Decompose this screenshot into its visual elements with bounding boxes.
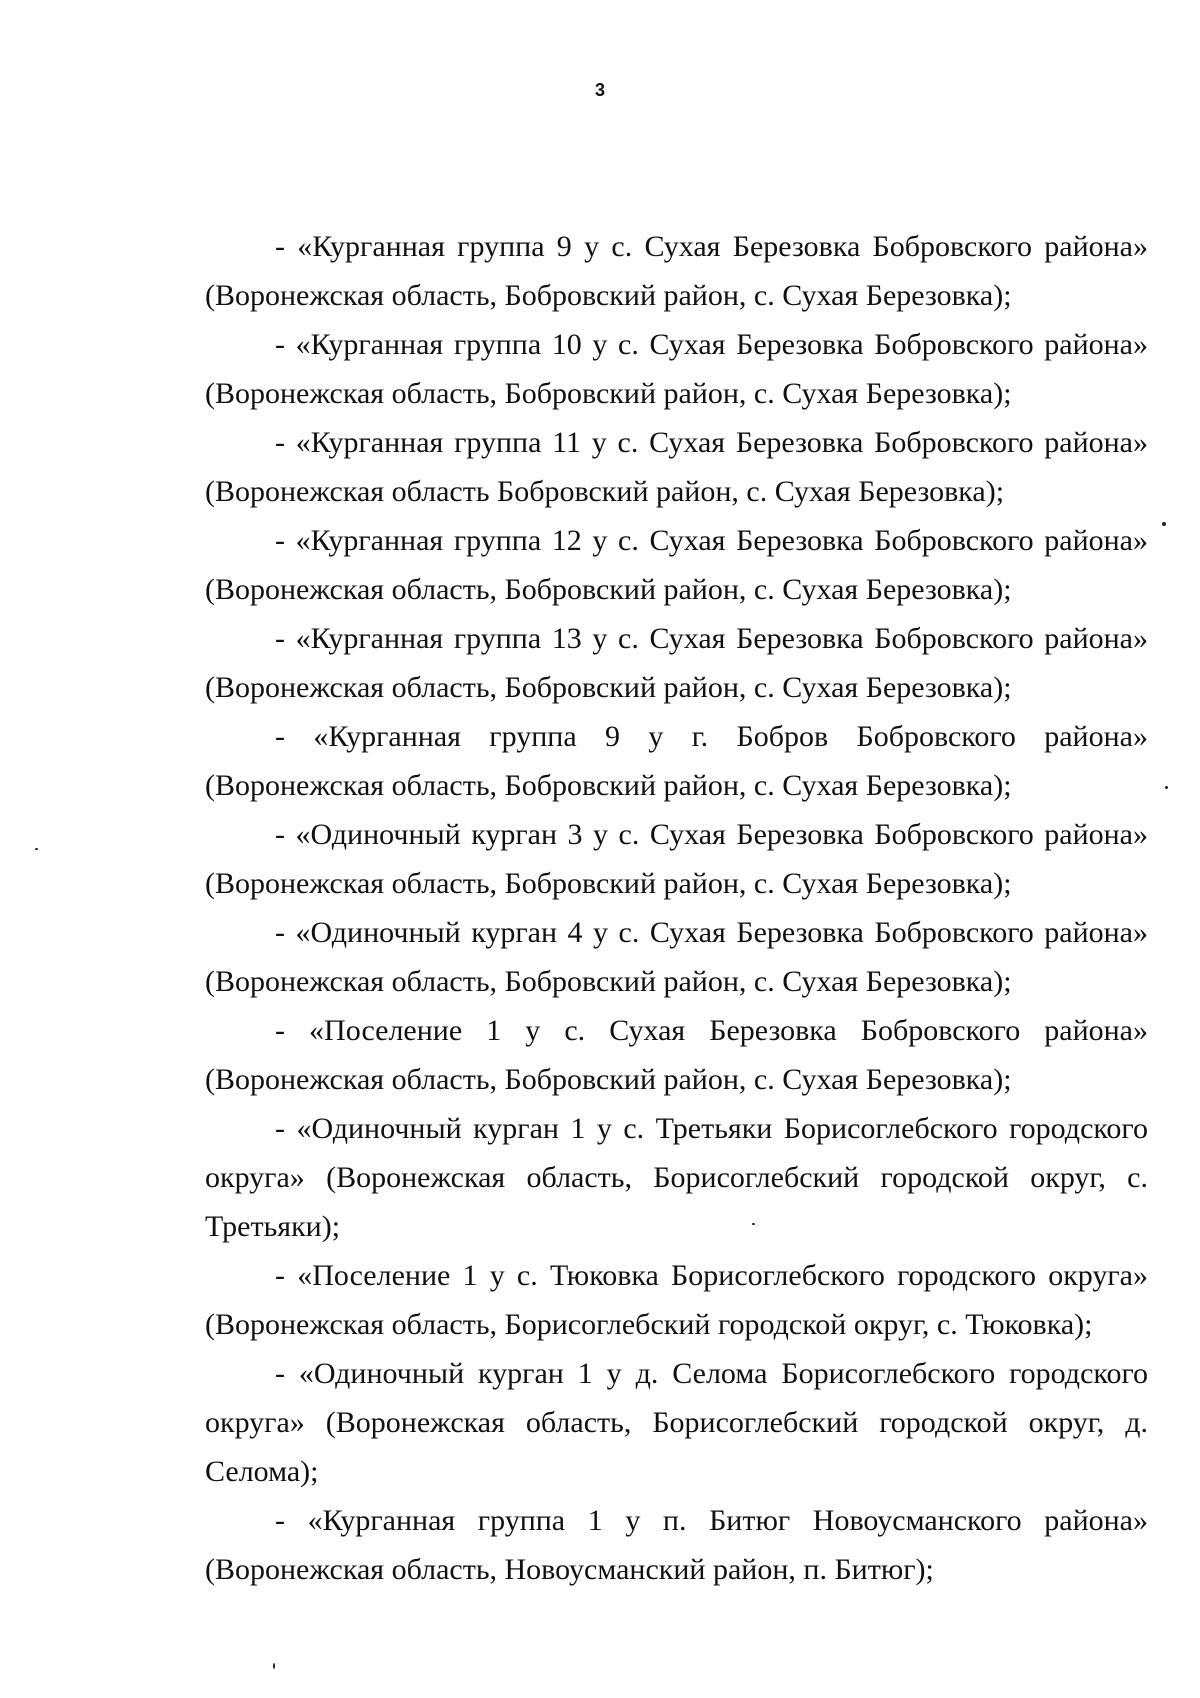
scan-speck — [1165, 786, 1168, 789]
document-body — [205, 222, 1148, 1594]
list-item: - «Одиночный курган 4 у с. Сухая Березовка Бобровского района» (Воронежская область, Бобровский район, с. Сухая Березовка); — [205, 916, 1148, 998]
scan-speck — [752, 1223, 755, 1225]
list-item: - «Курганная группа 12 у с. Сухая Березовка Бобровского района» (Воронежская область, Бобровский район, с. Сухая Березовка); — [205, 524, 1148, 606]
list-item: - «Поселение 1 у с. Тюковка Борисоглебского городского округа» (Воронежская область, Борисоглебский городской округ, с. Тюковка); — [205, 1259, 1148, 1341]
list-item: - «Курганная группа 11 у с. Сухая Березовка Бобровского района» (Воронежская область Бобровский район, с. Сухая Березовка); — [205, 426, 1148, 508]
list-item: - «Курганная группа 10 у с. Сухая Березовка Бобровского района» (Воронежская область, Бобровский район, с. Сухая Березовка); — [205, 328, 1148, 410]
scan-speck — [273, 1663, 275, 1669]
list-item: - «Курганная группа 1 у п. Битюг Новоусманского района» (Воронежская область, Новоусманский район, п. Битюг); — [205, 1504, 1148, 1586]
scan-speck — [35, 848, 38, 850]
scan-speck — [1162, 522, 1166, 526]
list-item: - «Одиночный курган 1 у д. Селома Борисоглебского городского округа» (Воронежская область, Борисоглебский городской округ, д. Селома); — [205, 1357, 1148, 1488]
list-item: - «Одиночный курган 3 у с. Сухая Березовка Бобровского района» (Воронежская область, Бобровский район, с. Сухая Березовка); — [205, 818, 1148, 900]
list-item: - «Поселение 1 у с. Сухая Березовка Бобровского района» (Воронежская область, Бобровский район, с. Сухая Березовка); — [205, 1014, 1148, 1096]
list-item: - «Курганная группа 9 у с. Сухая Березовка Бобровского района» (Воронежская область, Бобровский район, с. Сухая Березовка); — [205, 230, 1148, 312]
list-item: - «Одиночный курган 1 у с. Третьяки Борисоглебского городского округа» (Воронежская область, Борисоглебский городской округ, с. Третьяки); — [205, 1112, 1148, 1243]
list-item: - «Курганная группа 13 у с. Сухая Березовка Бобровского района» (Воронежская область, Бобровский район, с. Сухая Березовка); — [205, 622, 1148, 704]
list-item: - «Курганная группа 9 у г. Бобров Бобровского района» (Воронежская область, Бобровский район, с. Сухая Березовка); — [205, 720, 1148, 802]
page-number: 3 — [594, 80, 605, 100]
